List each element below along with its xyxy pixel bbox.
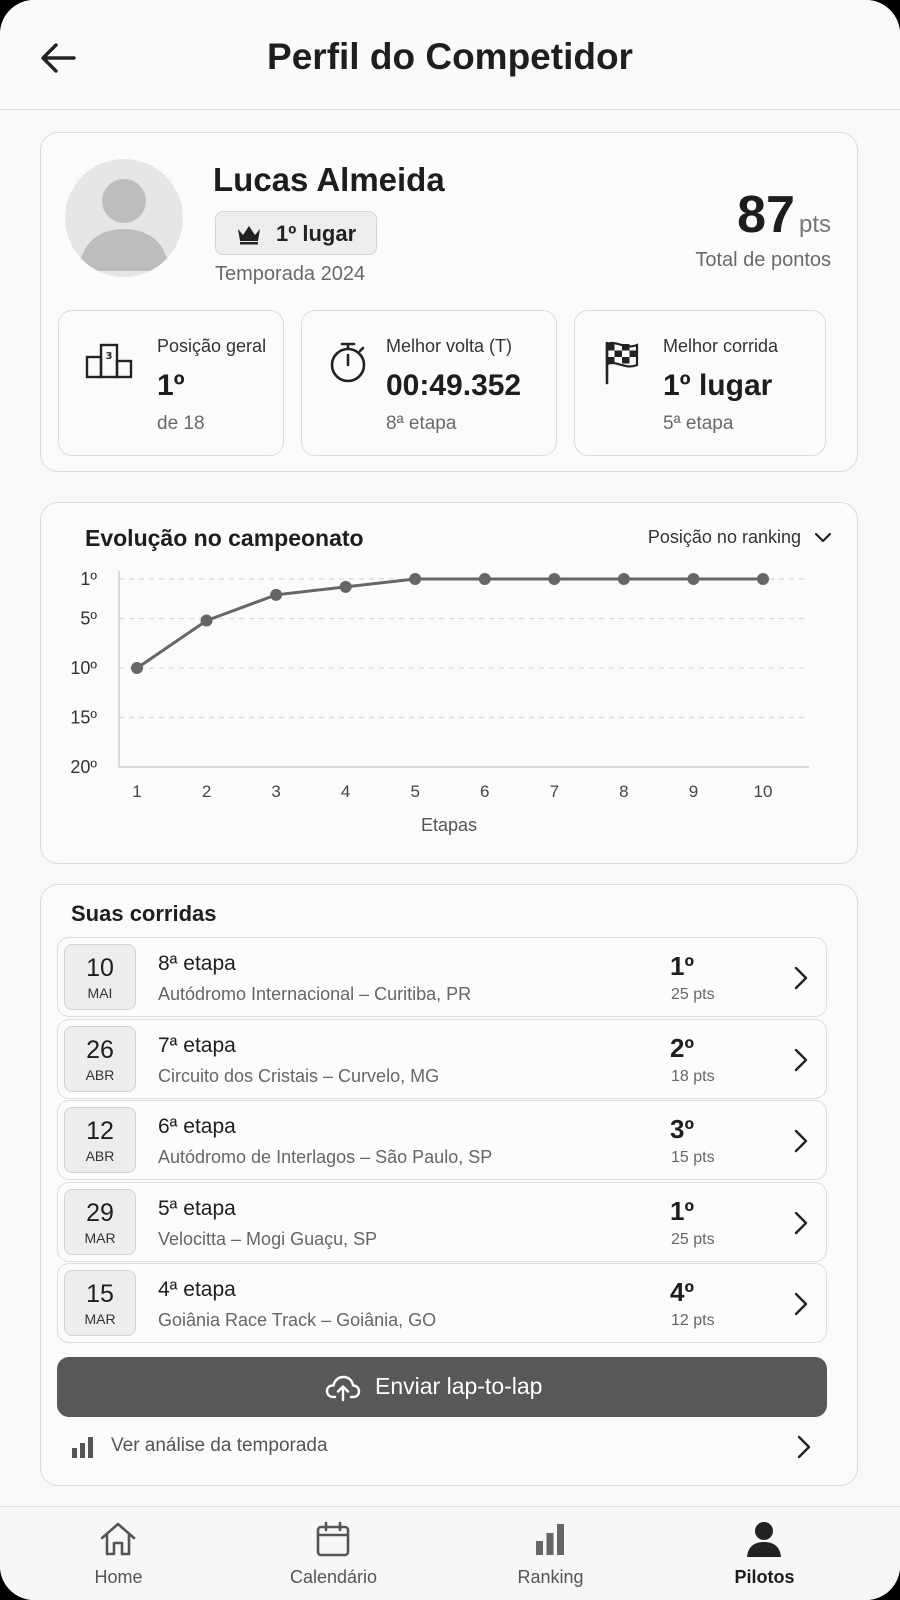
race-date — [64, 1107, 136, 1173]
bottom-tab-bar — [0, 1506, 900, 1600]
race-track: Autódromo de Interlagos – São Paulo, SP — [158, 1147, 493, 1167]
chevron-right-icon — [794, 966, 808, 990]
chevron-down-icon — [815, 533, 831, 543]
race-date — [64, 944, 136, 1010]
data-point[interactable] — [340, 581, 352, 593]
race-points: 18 pts — [671, 1067, 715, 1085]
points-label: Total de pontos — [695, 249, 831, 271]
crown-icon — [236, 223, 262, 245]
tab-pilots[interactable] — [652, 1507, 877, 1600]
race-month: ABR — [85, 1066, 115, 1083]
race-month: ABR — [85, 1148, 115, 1164]
x-tick-label: 1 — [132, 782, 142, 801]
race-points: 15 pts — [671, 1149, 715, 1166]
stat-sub: 8ª etapa — [386, 413, 457, 434]
tab-calendar[interactable] — [221, 1507, 446, 1600]
race-row[interactable] — [57, 1263, 827, 1343]
home-icon — [98, 1519, 138, 1559]
chart-metric-dropdown[interactable] — [648, 527, 831, 548]
data-point[interactable] — [479, 573, 491, 585]
data-point[interactable] — [687, 573, 699, 585]
chevron-right-icon — [794, 1292, 808, 1316]
points-unit: pts — [798, 211, 831, 238]
chevron-right-icon — [794, 1129, 808, 1153]
tab-label: Home — [94, 1567, 143, 1587]
x-tick-label: 4 — [340, 782, 351, 801]
races-card — [40, 884, 858, 1486]
pilot-name: Lucas Almeida — [213, 161, 445, 198]
race-row[interactable] — [57, 937, 827, 1017]
ranking-evolution-chart — [41, 563, 859, 863]
race-month: MAR — [84, 1229, 116, 1246]
y-tick-label: 1º — [80, 569, 97, 589]
chevron-right-icon — [797, 1435, 811, 1459]
checkered-flag-icon — [603, 339, 655, 385]
stat-sub: 5ª etapa — [663, 413, 734, 434]
rank-badge-label: 1º lugar — [276, 221, 357, 246]
race-day: 29 — [86, 1198, 114, 1227]
stat-card-best-lap — [301, 310, 557, 456]
data-point[interactable] — [757, 573, 769, 585]
data-point[interactable] — [131, 662, 143, 674]
chart-metric-label: Posição no ranking — [647, 527, 801, 547]
avatar[interactable] — [65, 159, 183, 277]
data-point[interactable] — [270, 589, 282, 601]
season-label: Temporada 2024 — [215, 263, 366, 285]
x-tick-label: 5 — [410, 782, 420, 801]
race-position: 1º — [670, 951, 694, 981]
y-tick-label: 20º — [70, 757, 97, 777]
race-points: 12 pts — [671, 1312, 715, 1329]
season-analysis-link[interactable] — [57, 1427, 827, 1467]
race-month: MAI — [87, 985, 113, 1001]
tab-label: Calendário — [289, 1567, 378, 1587]
stat-card-overall-position — [58, 310, 284, 456]
stat-label: Posição geral — [157, 336, 267, 356]
race-stage: 5ª etapa — [158, 1196, 236, 1220]
podium-icon — [83, 339, 135, 385]
race-stage: 8ª etapa — [158, 952, 236, 975]
races-title: Suas corridas — [71, 901, 217, 926]
x-tick-label: 6 — [480, 782, 490, 801]
championship-chart-card — [40, 502, 858, 864]
race-day: 26 — [86, 1035, 114, 1064]
x-axis-label: Etapas — [420, 815, 478, 835]
calendar-icon — [313, 1519, 353, 1559]
rank-badge — [215, 211, 377, 255]
top-bar — [0, 0, 900, 110]
svg-text:3: 3 — [105, 351, 113, 362]
race-day: 15 — [86, 1280, 114, 1308]
race-day: 12 — [86, 1117, 114, 1145]
race-stage: 4ª etapa — [158, 1278, 236, 1301]
series-line — [137, 579, 763, 668]
race-stage: 7ª etapa — [158, 1033, 236, 1057]
stat-card-best-race — [574, 310, 826, 456]
race-day: 10 — [86, 954, 114, 982]
chart-title: Evolução no campeonato — [85, 525, 364, 551]
race-position: 3º — [670, 1114, 694, 1144]
tab-ranking[interactable] — [438, 1507, 663, 1600]
page-title: Perfil do Competidor — [267, 36, 633, 77]
total-points — [737, 185, 831, 245]
chevron-right-icon — [794, 1211, 808, 1235]
race-stage: 6ª etapa — [158, 1115, 236, 1138]
upload-button-label: Enviar lap-to-lap — [375, 1373, 543, 1399]
stopwatch-icon — [326, 339, 378, 385]
race-track: Velocitta – Mogi Guaçu, SP — [158, 1228, 378, 1249]
x-tick-label: 8 — [619, 782, 629, 801]
x-tick-label: 3 — [271, 782, 281, 801]
points-value: 87 — [737, 186, 795, 244]
race-row[interactable] — [57, 1100, 827, 1180]
x-tick-label: 2 — [201, 782, 212, 801]
tab-home[interactable] — [6, 1507, 231, 1600]
stat-value: 1º — [157, 369, 185, 402]
cloud-upload-icon — [325, 1372, 361, 1402]
tab-label: Ranking — [517, 1567, 584, 1587]
stat-value: 00:49.352 — [386, 369, 522, 402]
race-points: 25 pts — [671, 986, 715, 1003]
x-tick-label: 7 — [549, 782, 560, 801]
profile-card — [40, 132, 858, 472]
avatar-placeholder-icon — [65, 159, 183, 277]
y-tick-label: 15º — [70, 707, 97, 728]
race-date — [64, 1026, 136, 1092]
y-tick-label: 10º — [70, 658, 97, 679]
stat-label: Melhor volta (T) — [386, 336, 513, 356]
race-date — [64, 1270, 136, 1336]
race-track: Autódromo Internacional – Curitiba, PR — [158, 984, 472, 1004]
race-date — [64, 1189, 136, 1255]
race-row[interactable] — [57, 1019, 827, 1099]
data-point[interactable] — [618, 573, 630, 585]
x-tick-label: 9 — [688, 782, 699, 801]
x-tick-label: 10 — [753, 782, 773, 801]
race-position: 1º — [670, 1195, 694, 1226]
race-position: 4º — [670, 1277, 694, 1307]
bar-chart-icon — [530, 1519, 570, 1559]
stat-sub: de 18 — [157, 413, 205, 434]
season-analysis-label: Ver análise da temporada — [111, 1435, 328, 1456]
race-points: 25 pts — [671, 1230, 715, 1248]
chevron-right-icon — [794, 1048, 808, 1072]
race-track: Circuito dos Cristais – Curvelo, MG — [158, 1065, 440, 1086]
data-point[interactable] — [548, 573, 560, 585]
race-track: Goiânia Race Track – Goiânia, GO — [158, 1310, 437, 1330]
data-point[interactable] — [409, 573, 421, 585]
race-month: MAR — [84, 1311, 116, 1327]
data-point[interactable] — [201, 615, 213, 627]
stat-value: 1º lugar — [663, 369, 773, 402]
race-position: 2º — [670, 1032, 694, 1063]
upload-lap-to-lap-button[interactable] — [57, 1357, 827, 1417]
person-icon — [744, 1519, 784, 1559]
stat-label: Melhor corrida — [663, 336, 779, 356]
y-tick-label: 5º — [80, 608, 97, 629]
tab-label: Pilotos — [734, 1567, 795, 1587]
race-row[interactable] — [57, 1182, 827, 1262]
bar-chart-icon — [71, 1435, 95, 1459]
